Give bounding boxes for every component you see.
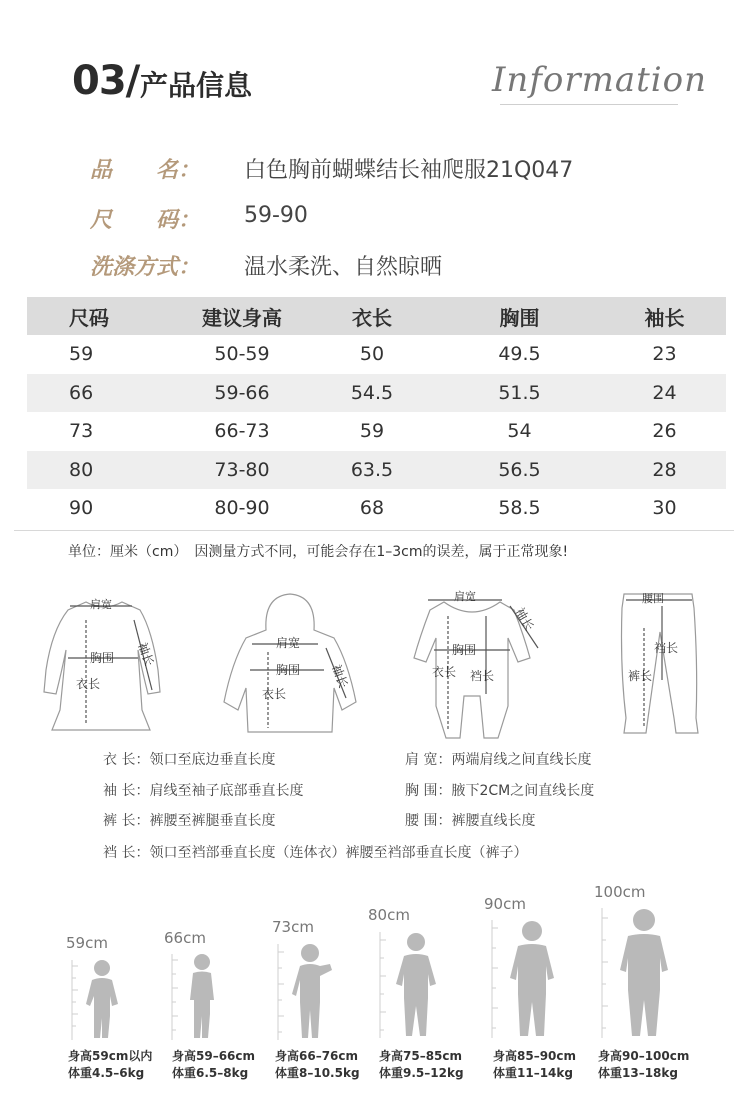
- growth-size-label: 100cm: [594, 883, 646, 901]
- table-cell: 59: [69, 343, 94, 366]
- table-header-cell: 胸围: [499, 305, 540, 330]
- table-cell: 56.5: [498, 458, 541, 481]
- child-silhouette-icon: [374, 928, 450, 1042]
- romper-shoulder-label: 肩宽: [454, 590, 476, 603]
- table-cell: 59: [359, 420, 385, 443]
- size-label: 尺 码：: [90, 208, 201, 233]
- definition-item: 胸 围：腋下2CM之间直线长度: [405, 783, 595, 799]
- hoodie-diagram: [214, 592, 364, 742]
- table-cell: 80-90: [214, 497, 270, 520]
- section-title: 产品信息: [140, 69, 253, 102]
- romper-length-label: 衣长: [432, 665, 457, 679]
- romper-chest-label: 胸围: [452, 643, 477, 657]
- table-cell: 66-73: [214, 420, 270, 443]
- table-header-cell: 建议身高: [202, 305, 282, 330]
- child-silhouette-icon: [596, 904, 680, 1042]
- growth-size-label: 80cm: [368, 906, 410, 924]
- section-script-title: Information: [492, 60, 708, 100]
- definition-item: 肩 宽：两端肩线之间直线长度: [405, 752, 592, 768]
- table-cell: 73: [69, 420, 94, 443]
- growth-size-label: 59cm: [66, 934, 108, 952]
- definition-item: 袖 长：肩线至袖子底部垂直长度: [103, 783, 304, 799]
- table-cell: 58.5: [498, 497, 541, 520]
- table-cell: 80: [69, 458, 94, 481]
- table-cell: 63.5: [350, 458, 394, 481]
- pants-waist-label: 腰围: [642, 592, 664, 605]
- growth-info: 身高75–85cm 体重9.5–12kg: [379, 1049, 464, 1080]
- table-bottom-divider: [14, 530, 734, 531]
- growth-info: 身高85–90cm 体重11–14kg: [493, 1049, 577, 1080]
- romper-crotch-label: 裆长: [470, 669, 495, 683]
- table-header-cell: 袖长: [644, 305, 685, 330]
- table-cell: 26: [652, 420, 677, 443]
- table-cell: 54.5: [350, 381, 394, 404]
- wash-value: 温水柔洗、自然晾晒: [244, 255, 443, 280]
- growth-figure-5: [486, 916, 566, 1046]
- table-cell: 50-59: [214, 343, 270, 366]
- child-silhouette-icon: [486, 916, 566, 1042]
- definition-item: 衣 长：领口至底边垂直长度: [103, 752, 276, 768]
- hoodie-shoulder-label: 肩宽: [276, 636, 301, 650]
- growth-figure-2: [166, 950, 236, 1048]
- child-silhouette-icon: [166, 950, 236, 1044]
- table-header-cell: 衣长: [352, 305, 392, 330]
- growth-size-label: 73cm: [272, 918, 314, 936]
- dress-chest-label: 胸围: [90, 651, 115, 665]
- romper-sleeve-label: 袖长: [512, 605, 537, 634]
- child-silhouette-icon: [66, 956, 136, 1044]
- dress-length-label: 衣长: [76, 677, 101, 691]
- growth-info: 身高59–66cm 体重6.5–8kg: [172, 1049, 256, 1080]
- table-cell: 50: [359, 343, 385, 366]
- table-cell: 24: [652, 381, 677, 404]
- table-cell: 66: [69, 381, 94, 404]
- table-cell: 73-80: [214, 458, 270, 481]
- size-table: [27, 297, 726, 528]
- table-cell: 51.5: [498, 381, 541, 404]
- pants-diagram: [612, 588, 702, 738]
- table-row: [27, 374, 726, 413]
- growth-info: 身高59cm以内 体重4.5–6kg: [68, 1049, 153, 1080]
- hoodie-chest-label: 胸围: [276, 663, 301, 677]
- growth-figure-6: [596, 904, 680, 1046]
- growth-figure-3: [272, 940, 342, 1048]
- table-row: [27, 451, 726, 490]
- growth-info: 身高90–100cm 体重13–18kg: [598, 1049, 690, 1080]
- table-cell: 30: [652, 497, 677, 520]
- table-row: [27, 489, 726, 528]
- product-name-value: 白色胸前蝴蝶结长袖爬服21Q047: [244, 158, 574, 183]
- header-divider: [500, 104, 678, 105]
- growth-size-label: 66cm: [164, 929, 206, 947]
- dress-sleeve-label: 袖长: [135, 640, 157, 668]
- dress-diagram: [34, 590, 174, 740]
- growth-size-label: 90cm: [484, 895, 526, 913]
- growth-figure-1: [66, 956, 136, 1048]
- hoodie-sleeve-label: 袖长: [329, 662, 351, 690]
- definition-item: 裤 长：裤腰至裤腿垂直长度: [103, 813, 276, 829]
- table-cell: 54: [507, 420, 532, 443]
- table-row: [27, 335, 726, 374]
- product-name-label: 品 名：: [90, 158, 201, 183]
- table-cell: 23: [652, 343, 677, 366]
- definition-item: 腰 围：裤腰直线长度: [405, 813, 536, 829]
- child-silhouette-icon: [272, 940, 342, 1044]
- table-cell: 90: [69, 497, 94, 520]
- table-cell: 68: [359, 497, 385, 520]
- pants-crotch-label: 裆长: [654, 641, 679, 655]
- growth-figure-4: [374, 928, 450, 1046]
- section-number: 03/: [72, 58, 140, 104]
- romper-diagram: [398, 586, 548, 746]
- unit-note: 单位：厘米（cm） 因测量方式不同，可能会存在1–3cm的误差，属于正常现象!: [68, 544, 569, 560]
- size-value: 59-90: [244, 203, 308, 228]
- table-header-cell: 尺码: [69, 305, 109, 330]
- table-cell: 28: [652, 458, 677, 481]
- wash-label: 洗涤方式：: [90, 255, 201, 280]
- growth-info: 身高66–76cm 体重8–10.5kg: [275, 1049, 360, 1080]
- definition-item: 裆 长：领口至裆部垂直长度（连体衣）裤腰至裆部垂直长度（裤子）: [103, 845, 528, 861]
- hoodie-length-label: 衣长: [262, 687, 287, 701]
- dress-shoulder-label: 肩宽: [90, 598, 112, 611]
- pants-length-label: 裤长: [628, 669, 653, 683]
- table-row: [27, 412, 726, 451]
- table-cell: 59-66: [214, 381, 270, 404]
- table-cell: 49.5: [498, 343, 541, 366]
- table-header-row: [27, 297, 726, 335]
